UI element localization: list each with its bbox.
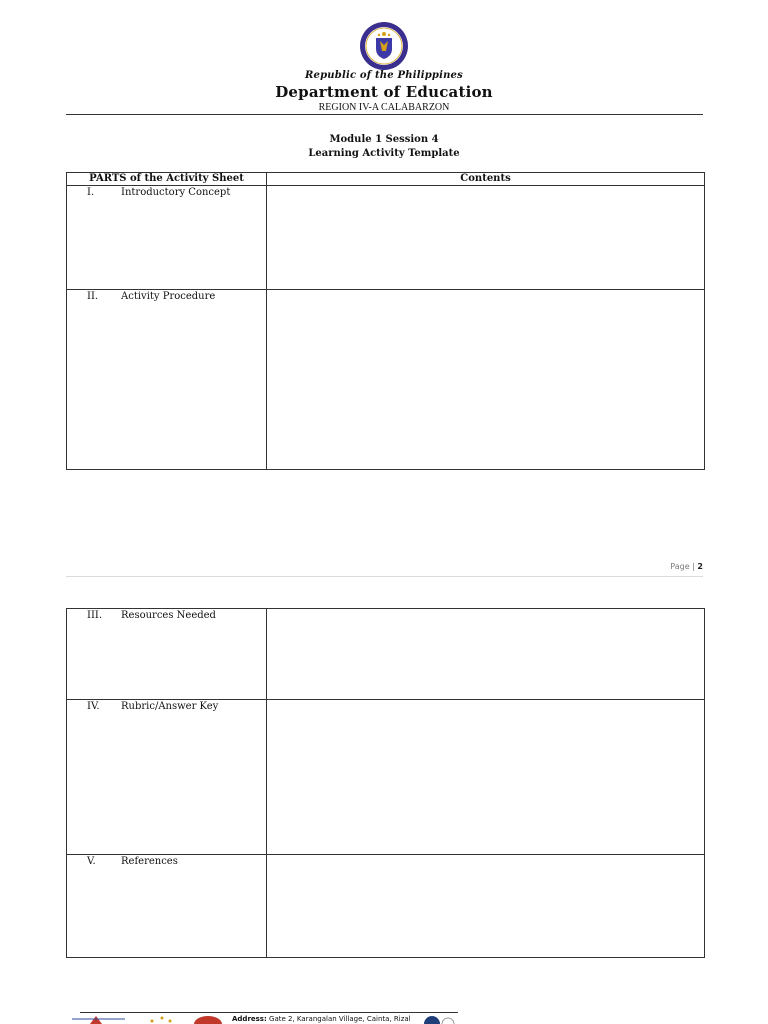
header-divider <box>66 114 703 115</box>
part-cell <box>67 855 267 958</box>
part-number: IV. <box>87 701 100 712</box>
part-label: Activity Procedure <box>121 291 216 302</box>
page-divider <box>66 576 703 577</box>
contents-cell[interactable] <box>267 186 705 290</box>
footer-divider <box>80 1012 458 1013</box>
activity-table-page2 <box>66 608 705 958</box>
department-text: Department of Education <box>275 83 493 101</box>
page-number <box>640 562 703 571</box>
part-label: Introductory Concept <box>121 187 231 198</box>
page-number-value: 2 <box>697 562 703 571</box>
deped-seal-icon <box>359 21 409 71</box>
part-label: Resources Needed <box>121 610 216 621</box>
footer-logos-icon <box>70 1014 230 1024</box>
header-parts: PARTS of the Activity Sheet <box>67 173 267 186</box>
part-label: References <box>121 856 178 867</box>
part-label: Rubric/Answer Key <box>121 701 219 712</box>
part-cell <box>67 290 267 470</box>
part-number: III. <box>87 610 103 621</box>
contents-cell[interactable] <box>267 609 705 700</box>
republic-text: Republic of the Philippines <box>305 70 463 81</box>
part-number: I. <box>87 187 95 198</box>
module-title: Module 1 Session 4 <box>329 134 439 145</box>
part-cell <box>67 609 267 700</box>
part-number: II. <box>87 291 99 302</box>
part-number: V. <box>87 856 96 867</box>
template-title: Learning Activity Template <box>308 148 460 159</box>
part-cell <box>67 186 267 290</box>
address-label: Address: <box>232 1015 267 1023</box>
footer-emblem-icon <box>420 1014 460 1024</box>
page-prefix: Page | <box>670 562 698 571</box>
part-cell <box>67 700 267 855</box>
contents-cell[interactable] <box>267 700 705 855</box>
address-text: Gate 2, Karangalan Village, Cainta, Rizal <box>269 1015 411 1023</box>
header-contents: Contents <box>267 173 705 186</box>
contents-cell[interactable] <box>267 855 705 958</box>
region-text: REGION IV-A CALABARZON <box>318 102 450 113</box>
activity-table-page1 <box>66 172 705 470</box>
contents-cell[interactable] <box>267 290 705 470</box>
footer-address <box>232 1015 411 1023</box>
